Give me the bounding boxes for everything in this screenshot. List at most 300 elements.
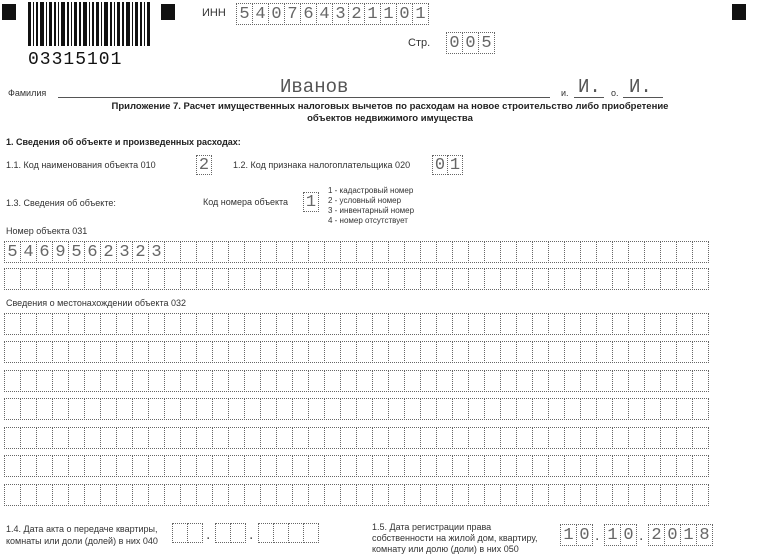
input-cell[interactable]: [228, 455, 245, 477]
input-cell[interactable]: [532, 313, 549, 335]
input-cell[interactable]: [180, 241, 197, 263]
input-cell[interactable]: 0: [396, 3, 413, 25]
input-cell[interactable]: [436, 398, 453, 420]
input-cell[interactable]: [244, 370, 261, 392]
input-cell[interactable]: [36, 341, 53, 363]
input-cell[interactable]: 3: [148, 241, 165, 263]
input-cell[interactable]: [196, 427, 213, 449]
input-cell[interactable]: [692, 455, 709, 477]
input-cell[interactable]: [692, 427, 709, 449]
input-cell[interactable]: [548, 268, 565, 290]
input-cell[interactable]: [468, 427, 485, 449]
input-cell[interactable]: [20, 268, 37, 290]
input-cell[interactable]: 9: [52, 241, 69, 263]
input-cell[interactable]: [132, 268, 149, 290]
input-cell[interactable]: [564, 427, 581, 449]
input-cell[interactable]: [308, 268, 325, 290]
input-cell[interactable]: [548, 370, 565, 392]
input-cell[interactable]: [420, 268, 437, 290]
input-cell[interactable]: [612, 268, 629, 290]
input-cell[interactable]: [244, 313, 261, 335]
input-cell[interactable]: [372, 455, 389, 477]
input-cell[interactable]: [660, 398, 677, 420]
input-cell[interactable]: [532, 241, 549, 263]
input-cell[interactable]: [660, 268, 677, 290]
input-cell[interactable]: [612, 484, 629, 506]
input-cell[interactable]: [548, 427, 565, 449]
input-cell[interactable]: [468, 313, 485, 335]
input-cell[interactable]: [484, 370, 501, 392]
input-cell[interactable]: [676, 313, 693, 335]
input-cell[interactable]: [644, 484, 661, 506]
input-cell[interactable]: [4, 370, 21, 392]
input-cell[interactable]: [548, 241, 565, 263]
input-cell[interactable]: [164, 427, 181, 449]
input-cell[interactable]: [580, 370, 597, 392]
input-cell[interactable]: [308, 484, 325, 506]
input-cell[interactable]: [388, 484, 405, 506]
location-row[interactable]: [4, 370, 708, 392]
input-cell[interactable]: [628, 341, 645, 363]
input-cell[interactable]: [692, 241, 709, 263]
input-cell[interactable]: [164, 341, 181, 363]
input-cell[interactable]: [532, 427, 549, 449]
input-cell[interactable]: [116, 313, 133, 335]
input-cell[interactable]: [484, 241, 501, 263]
input-cell[interactable]: [564, 313, 581, 335]
input-cell[interactable]: [468, 341, 485, 363]
input-cell[interactable]: [84, 398, 101, 420]
input-cell[interactable]: [292, 313, 309, 335]
input-cell[interactable]: [580, 427, 597, 449]
input-cell[interactable]: [452, 455, 469, 477]
input-cell[interactable]: [612, 313, 629, 335]
input-cell[interactable]: [68, 484, 85, 506]
input-cell[interactable]: [196, 241, 213, 263]
field-1-2-input[interactable]: [432, 155, 462, 175]
input-cell[interactable]: [372, 398, 389, 420]
input-cell[interactable]: [228, 427, 245, 449]
input-cell[interactable]: [372, 370, 389, 392]
input-cell[interactable]: [548, 341, 565, 363]
input-cell[interactable]: [436, 427, 453, 449]
input-cell[interactable]: [580, 484, 597, 506]
input-cell[interactable]: [228, 241, 245, 263]
input-cell[interactable]: [20, 427, 37, 449]
input-cell[interactable]: [308, 398, 325, 420]
input-cell[interactable]: [644, 313, 661, 335]
input-cell[interactable]: [564, 455, 581, 477]
input-cell[interactable]: [420, 370, 437, 392]
input-cell[interactable]: 0: [268, 3, 285, 25]
input-cell[interactable]: [660, 484, 677, 506]
input-cell[interactable]: [340, 241, 357, 263]
input-cell[interactable]: [628, 484, 645, 506]
input-cell[interactable]: [644, 455, 661, 477]
input-cell[interactable]: [644, 241, 661, 263]
input-cell[interactable]: [100, 484, 117, 506]
input-cell[interactable]: [273, 523, 289, 543]
input-cell[interactable]: [596, 484, 613, 506]
input-cell[interactable]: [660, 241, 677, 263]
input-cell[interactable]: [276, 268, 293, 290]
input-cell[interactable]: [180, 398, 197, 420]
input-cell[interactable]: [36, 484, 53, 506]
input-cell[interactable]: [612, 455, 629, 477]
input-cell[interactable]: [612, 427, 629, 449]
input-cell[interactable]: [404, 268, 421, 290]
input-cell[interactable]: [372, 241, 389, 263]
input-cell[interactable]: 5: [236, 3, 253, 25]
input-cell[interactable]: [4, 427, 21, 449]
input-cell[interactable]: 1: [412, 3, 429, 25]
input-cell[interactable]: [644, 427, 661, 449]
input-cell[interactable]: [340, 398, 357, 420]
input-cell[interactable]: [292, 241, 309, 263]
input-cell[interactable]: [100, 398, 117, 420]
input-cell[interactable]: [276, 370, 293, 392]
input-cell[interactable]: [212, 313, 229, 335]
input-cell[interactable]: [532, 341, 549, 363]
input-cell[interactable]: [20, 341, 37, 363]
input-cell[interactable]: [516, 455, 533, 477]
input-cell[interactable]: [68, 341, 85, 363]
input-cell[interactable]: [580, 341, 597, 363]
input-cell[interactable]: [532, 370, 549, 392]
input-cell[interactable]: [340, 455, 357, 477]
input-cell[interactable]: 6: [300, 3, 317, 25]
input-cell[interactable]: [164, 455, 181, 477]
input-cell[interactable]: [452, 398, 469, 420]
input-cell[interactable]: [132, 341, 149, 363]
input-cell[interactable]: [68, 427, 85, 449]
input-cell[interactable]: [532, 398, 549, 420]
input-cell[interactable]: [187, 523, 203, 543]
input-cell[interactable]: [260, 370, 277, 392]
input-cell[interactable]: [228, 341, 245, 363]
input-cell[interactable]: [676, 241, 693, 263]
input-cell[interactable]: [148, 427, 165, 449]
input-cell[interactable]: [100, 341, 117, 363]
input-cell[interactable]: 0: [620, 524, 637, 546]
input-cell[interactable]: [324, 268, 341, 290]
input-cell[interactable]: [500, 268, 517, 290]
input-cell[interactable]: [180, 313, 197, 335]
input-cell[interactable]: [228, 268, 245, 290]
input-cell[interactable]: [52, 427, 69, 449]
input-cell[interactable]: [276, 241, 293, 263]
input-cell[interactable]: [628, 268, 645, 290]
input-cell[interactable]: [548, 398, 565, 420]
input-cell[interactable]: [596, 268, 613, 290]
location-row[interactable]: [4, 455, 708, 477]
location-row[interactable]: [4, 484, 708, 506]
input-cell[interactable]: [372, 268, 389, 290]
object-number-code-input[interactable]: [303, 192, 318, 212]
input-cell[interactable]: [260, 241, 277, 263]
input-cell[interactable]: [180, 484, 197, 506]
field-1-5-day[interactable]: [560, 524, 592, 546]
input-cell[interactable]: 1: [380, 3, 397, 25]
input-cell[interactable]: [404, 241, 421, 263]
input-cell[interactable]: [324, 370, 341, 392]
location-row[interactable]: [4, 398, 708, 420]
input-cell[interactable]: [612, 241, 629, 263]
input-cell[interactable]: [276, 484, 293, 506]
input-cell[interactable]: [516, 313, 533, 335]
input-cell[interactable]: [292, 370, 309, 392]
input-cell[interactable]: 1: [303, 192, 319, 212]
input-cell[interactable]: [612, 370, 629, 392]
input-cell[interactable]: [580, 313, 597, 335]
input-cell[interactable]: [20, 455, 37, 477]
input-cell[interactable]: [4, 341, 21, 363]
input-cell[interactable]: [596, 455, 613, 477]
input-cell[interactable]: [100, 427, 117, 449]
input-cell[interactable]: [52, 484, 69, 506]
input-cell[interactable]: [676, 370, 693, 392]
input-cell[interactable]: 6: [84, 241, 101, 263]
input-cell[interactable]: [388, 370, 405, 392]
input-cell[interactable]: [100, 313, 117, 335]
input-cell[interactable]: [404, 313, 421, 335]
input-cell[interactable]: [215, 523, 231, 543]
input-cell[interactable]: [180, 370, 197, 392]
input-cell[interactable]: [292, 455, 309, 477]
input-cell[interactable]: [244, 341, 261, 363]
input-cell[interactable]: [564, 398, 581, 420]
input-cell[interactable]: 2: [132, 241, 149, 263]
input-cell[interactable]: [196, 455, 213, 477]
input-cell[interactable]: [436, 455, 453, 477]
input-cell[interactable]: [660, 427, 677, 449]
input-cell[interactable]: [276, 313, 293, 335]
input-cell[interactable]: [180, 455, 197, 477]
input-cell[interactable]: [244, 484, 261, 506]
input-cell[interactable]: [420, 455, 437, 477]
input-cell[interactable]: [196, 341, 213, 363]
input-cell[interactable]: [52, 268, 69, 290]
input-cell[interactable]: [596, 398, 613, 420]
input-cell[interactable]: [564, 370, 581, 392]
input-cell[interactable]: [116, 455, 133, 477]
field-1-4-year[interactable]: [258, 523, 318, 543]
location-row[interactable]: [4, 313, 708, 335]
input-cell[interactable]: [196, 268, 213, 290]
input-cell[interactable]: [100, 455, 117, 477]
input-cell[interactable]: [324, 313, 341, 335]
input-cell[interactable]: [308, 313, 325, 335]
input-cell[interactable]: [500, 241, 517, 263]
input-cell[interactable]: [660, 455, 677, 477]
input-cell[interactable]: [436, 241, 453, 263]
input-cell[interactable]: [260, 341, 277, 363]
input-cell[interactable]: [452, 241, 469, 263]
input-cell[interactable]: [580, 241, 597, 263]
input-cell[interactable]: [260, 427, 277, 449]
input-cell[interactable]: [676, 484, 693, 506]
input-cell[interactable]: [596, 341, 613, 363]
input-cell[interactable]: [468, 370, 485, 392]
input-cell[interactable]: [692, 313, 709, 335]
input-cell[interactable]: 1: [560, 524, 577, 546]
input-cell[interactable]: [676, 268, 693, 290]
input-cell[interactable]: [196, 484, 213, 506]
input-cell[interactable]: [532, 268, 549, 290]
input-cell[interactable]: [628, 241, 645, 263]
input-cell[interactable]: 4: [316, 3, 333, 25]
input-cell[interactable]: [500, 370, 517, 392]
input-cell[interactable]: [324, 341, 341, 363]
input-cell[interactable]: [420, 341, 437, 363]
input-cell[interactable]: [148, 370, 165, 392]
input-cell[interactable]: [564, 341, 581, 363]
input-cell[interactable]: [228, 398, 245, 420]
input-cell[interactable]: [36, 398, 53, 420]
input-cell[interactable]: [116, 341, 133, 363]
input-cell[interactable]: [308, 370, 325, 392]
input-cell[interactable]: [548, 313, 565, 335]
input-cell[interactable]: [212, 268, 229, 290]
input-cell[interactable]: [196, 398, 213, 420]
field-1-4-day[interactable]: [172, 523, 202, 543]
input-cell[interactable]: [564, 484, 581, 506]
input-cell[interactable]: [84, 370, 101, 392]
input-cell[interactable]: [292, 427, 309, 449]
input-cell[interactable]: [4, 455, 21, 477]
input-cell[interactable]: [628, 398, 645, 420]
input-cell[interactable]: [404, 455, 421, 477]
input-cell[interactable]: [212, 484, 229, 506]
input-cell[interactable]: [340, 313, 357, 335]
input-cell[interactable]: [196, 313, 213, 335]
input-cell[interactable]: [52, 341, 69, 363]
input-cell[interactable]: [68, 268, 85, 290]
input-cell[interactable]: [596, 427, 613, 449]
input-cell[interactable]: [436, 268, 453, 290]
input-cell[interactable]: [644, 268, 661, 290]
input-cell[interactable]: [324, 484, 341, 506]
input-cell[interactable]: [692, 370, 709, 392]
input-cell[interactable]: [644, 370, 661, 392]
input-cell[interactable]: [180, 427, 197, 449]
input-cell[interactable]: 6: [36, 241, 53, 263]
input-cell[interactable]: 3: [332, 3, 349, 25]
input-cell[interactable]: [116, 398, 133, 420]
input-cell[interactable]: [548, 455, 565, 477]
input-cell[interactable]: [260, 313, 277, 335]
input-cell[interactable]: [596, 313, 613, 335]
input-cell[interactable]: [436, 341, 453, 363]
input-cell[interactable]: [68, 313, 85, 335]
input-cell[interactable]: [676, 341, 693, 363]
input-cell[interactable]: [292, 268, 309, 290]
input-cell[interactable]: [356, 341, 373, 363]
input-cell[interactable]: 0: [576, 524, 593, 546]
input-cell[interactable]: [628, 370, 645, 392]
input-cell[interactable]: [212, 341, 229, 363]
input-cell[interactable]: [196, 370, 213, 392]
input-cell[interactable]: [244, 398, 261, 420]
input-cell[interactable]: [500, 455, 517, 477]
input-cell[interactable]: [452, 268, 469, 290]
input-cell[interactable]: 2: [196, 155, 212, 175]
input-cell[interactable]: [532, 484, 549, 506]
input-cell[interactable]: 4: [20, 241, 37, 263]
input-cell[interactable]: [132, 398, 149, 420]
input-cell[interactable]: 7: [284, 3, 301, 25]
input-cell[interactable]: [324, 398, 341, 420]
input-cell[interactable]: [516, 341, 533, 363]
input-cell[interactable]: [484, 484, 501, 506]
input-cell[interactable]: [68, 370, 85, 392]
input-cell[interactable]: [484, 398, 501, 420]
input-cell[interactable]: [484, 268, 501, 290]
input-cell[interactable]: [372, 313, 389, 335]
input-cell[interactable]: [468, 241, 485, 263]
input-cell[interactable]: [260, 484, 277, 506]
page-number-field[interactable]: [446, 32, 494, 54]
input-cell[interactable]: [212, 455, 229, 477]
input-cell[interactable]: 5: [68, 241, 85, 263]
input-cell[interactable]: [230, 523, 246, 543]
input-cell[interactable]: [340, 268, 357, 290]
input-cell[interactable]: [388, 341, 405, 363]
input-cell[interactable]: 1: [604, 524, 621, 546]
input-cell[interactable]: [308, 427, 325, 449]
input-cell[interactable]: [404, 484, 421, 506]
input-cell[interactable]: [276, 398, 293, 420]
input-cell[interactable]: [164, 484, 181, 506]
input-cell[interactable]: [340, 341, 357, 363]
input-cell[interactable]: [212, 241, 229, 263]
input-cell[interactable]: [516, 268, 533, 290]
input-cell[interactable]: [660, 313, 677, 335]
input-cell[interactable]: [484, 313, 501, 335]
input-cell[interactable]: [388, 398, 405, 420]
input-cell[interactable]: [148, 313, 165, 335]
input-cell[interactable]: [612, 398, 629, 420]
input-cell[interactable]: [452, 341, 469, 363]
input-cell[interactable]: [84, 427, 101, 449]
input-cell[interactable]: [660, 341, 677, 363]
input-cell[interactable]: [436, 484, 453, 506]
input-cell[interactable]: [468, 484, 485, 506]
input-cell[interactable]: [452, 484, 469, 506]
input-cell[interactable]: [308, 341, 325, 363]
input-cell[interactable]: [68, 455, 85, 477]
input-cell[interactable]: [468, 398, 485, 420]
input-cell[interactable]: [260, 268, 277, 290]
input-cell[interactable]: [20, 313, 37, 335]
input-cell[interactable]: [580, 398, 597, 420]
input-cell[interactable]: [356, 455, 373, 477]
input-cell[interactable]: 2: [648, 524, 665, 546]
input-cell[interactable]: [484, 341, 501, 363]
input-cell[interactable]: [356, 370, 373, 392]
input-cell[interactable]: [676, 398, 693, 420]
input-cell[interactable]: [276, 341, 293, 363]
location-row[interactable]: [4, 341, 708, 363]
location-row[interactable]: [4, 427, 708, 449]
input-cell[interactable]: [132, 427, 149, 449]
input-cell[interactable]: 1: [680, 524, 697, 546]
input-cell[interactable]: [36, 455, 53, 477]
input-cell[interactable]: [372, 427, 389, 449]
input-cell[interactable]: [388, 427, 405, 449]
input-cell[interactable]: [404, 398, 421, 420]
input-cell[interactable]: [452, 427, 469, 449]
